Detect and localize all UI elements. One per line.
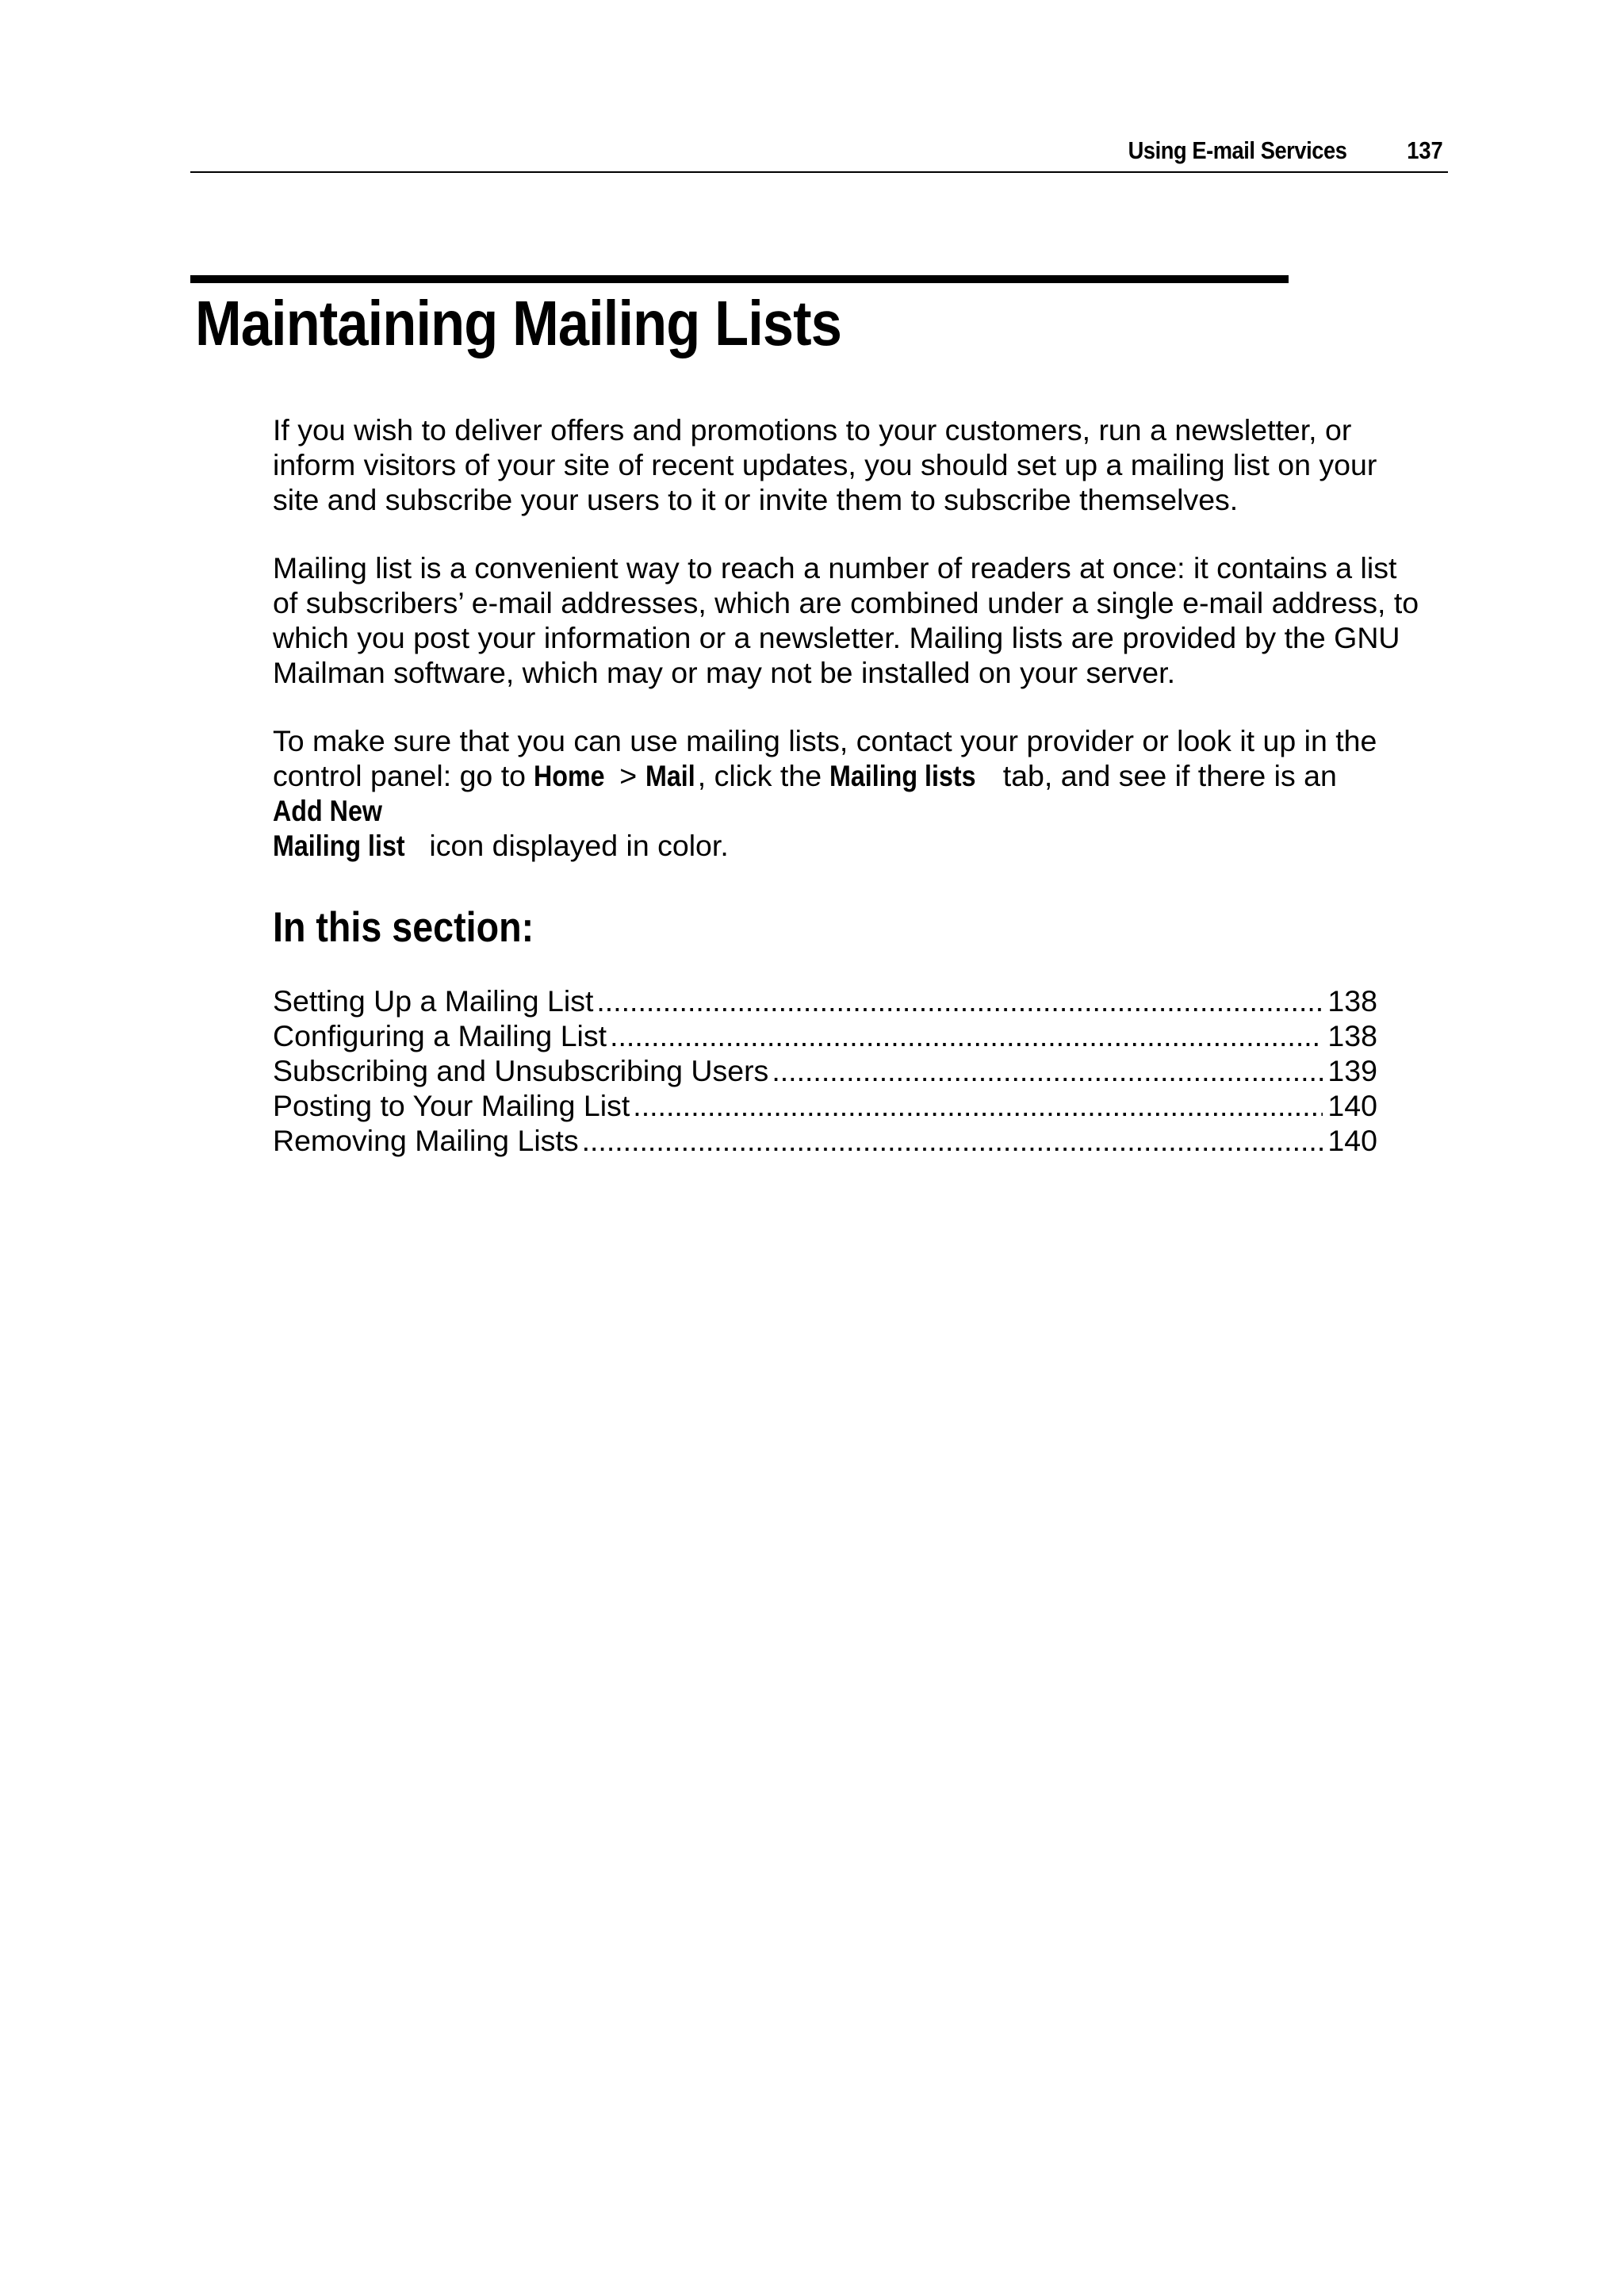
running-title: Using E-mail Services	[1128, 136, 1346, 164]
toc-entry-page: 138	[1327, 1019, 1377, 1052]
body-content	[273, 412, 1462, 1158]
paragraph-text: icon displayed in color.	[421, 829, 729, 862]
toc-dot-leader	[772, 1053, 1323, 1088]
ui-term-home: Home	[534, 759, 605, 792]
page-number: 137	[1407, 136, 1443, 164]
toc-entry-configuring[interactable]	[273, 1018, 1377, 1053]
toc-dot-leader	[596, 983, 1323, 1018]
toc-entry-page: 138	[1327, 984, 1377, 1018]
paragraph-text: >	[611, 759, 645, 792]
ui-term-mailing-list: Mailing list	[273, 829, 405, 862]
toc-entry-title: Subscribing and Unsubscribing Users	[273, 1054, 769, 1087]
ui-term-mailing-lists-tab: Mailing lists	[829, 759, 977, 792]
ui-term-mail: Mail	[645, 759, 695, 792]
toc-entry-title: Setting Up a Mailing List	[273, 984, 594, 1018]
paragraph-availability-check	[273, 723, 1462, 863]
toc-entry-setting-up[interactable]	[273, 983, 1377, 1018]
toc-entry-title: Posting to Your Mailing List	[273, 1089, 630, 1122]
paragraph-mailing-list-description: Mailing list is a convenient way to reach a number of readers at once: it contains a list of subscribers’ e-mail addresses, which are combined under a single e-mail address, to which you post your information or a newsletter. Mailing lists are provided by the GNU Mailman software, which may or may not be installed on your server.	[273, 551, 1419, 689]
toc-entry-page: 140	[1327, 1089, 1377, 1122]
toc-entry-title: Removing Mailing Lists	[273, 1124, 579, 1157]
toc-entry-page: 139	[1327, 1054, 1377, 1087]
paragraph-text: , click the	[697, 759, 830, 792]
toc-entry-page: 140	[1327, 1124, 1377, 1157]
paragraph-intro: If you wish to deliver offers and promotions to your customers, run a newsletter, or inform visitors of your site of recent updates, you should set up a mailing list on your site and subscribe your users to it or invite them to subscribe themselves.	[273, 413, 1377, 516]
toc-dot-leader	[582, 1123, 1323, 1158]
chapter-title: Maintaining Mailing Lists	[195, 288, 842, 358]
toc-dot-leader	[610, 1018, 1323, 1053]
toc-entry-title: Configuring a Mailing List	[273, 1019, 607, 1052]
section-toc	[273, 983, 1377, 1158]
toc-dot-leader	[633, 1088, 1323, 1123]
page-header	[190, 133, 1448, 173]
chapter-rule	[190, 275, 1289, 283]
toc-entry-posting[interactable]	[273, 1088, 1377, 1123]
toc-entry-subscribing[interactable]	[273, 1053, 1377, 1088]
paragraph-text: tab, and see if there is an	[994, 759, 1337, 792]
ui-term-add-new: Add New	[273, 794, 382, 827]
section-heading: In this section:	[273, 904, 534, 951]
paragraph-text: To make sure that you can use mailing lists, contact your provider or look it up in the control panel: go to	[273, 724, 1377, 792]
toc-entry-removing[interactable]	[273, 1123, 1377, 1158]
